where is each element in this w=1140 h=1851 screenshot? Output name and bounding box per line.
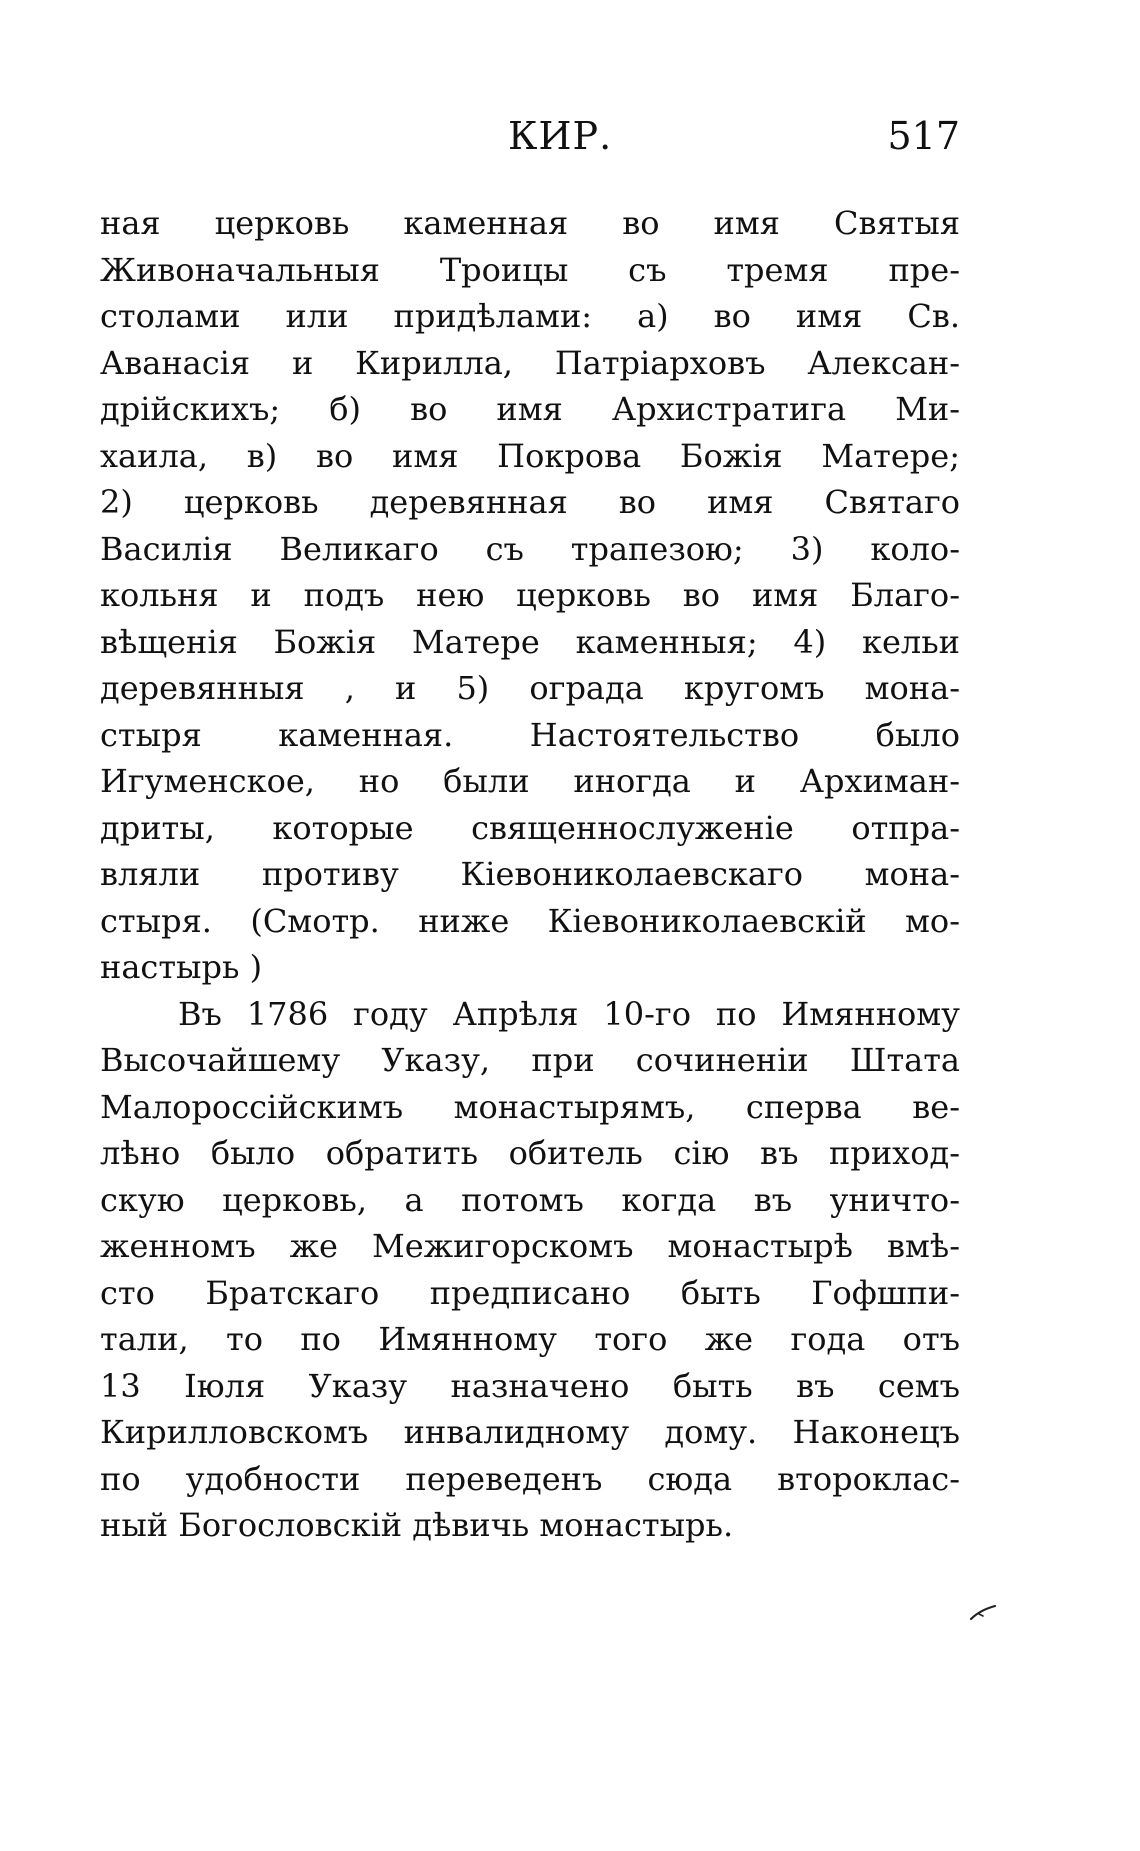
text-line: Кирилловскомъ инвалидному дому. Наконецъ [100, 1413, 960, 1451]
paragraph-first-line: Въ 1786 году Апрѣля 10-го по Имянному [178, 994, 960, 1033]
text-line: Малороссійскимъ монастырямъ, сперва ве- [100, 1087, 960, 1126]
text-line: лѣно было обратить обитель сію въ приход- [100, 1134, 960, 1172]
text-line: дриты, которые священнослуженіе отпра- [100, 808, 960, 847]
running-head [100, 108, 960, 164]
text-line: Аванасія и Кирилла, Патріарховъ Алексан- [100, 343, 960, 382]
text-line: хаила, в) во имя Покрова Божія Матере; [100, 436, 960, 475]
text-line: тали, то по Имянному того же года отъ [100, 1320, 960, 1358]
text-line: вляли противу Кіевониколаевскаго мона- [100, 855, 960, 893]
text-line: Василія Великаго съ трапезою; 3) коло- [100, 529, 960, 568]
text-line: стыря каменная. Настоятельство было [100, 715, 960, 754]
text-line: кольня и подъ нею церковь во имя Благо- [100, 576, 960, 614]
ink-mark-icon [968, 1602, 998, 1622]
text-line: Высочайшему Указу, при сочиненіи Штата [100, 1041, 960, 1079]
text-line: 13 Іюля Указу назначено быть въ семъ [100, 1366, 960, 1405]
text-line: столами или придѣлами: а) во имя Св. [100, 297, 960, 335]
text-line: настырь ) [100, 948, 263, 986]
page-number: 517 [887, 114, 960, 158]
text-line: Живоначальныя Троицы съ тремя пре- [100, 250, 960, 289]
running-title: КИР. [508, 114, 613, 158]
text-line: ная церковь каменная во имя Святыя [100, 204, 960, 242]
text-line: вѣщенія Божія Матере каменныя; 4) кельи [100, 622, 960, 661]
text-line: 2) церковь деревянная во имя Святаго [100, 483, 960, 521]
text-line: женномъ же Межигорскомъ монастырѣ вмѣ- [100, 1227, 960, 1265]
text-line: сто Братскаго предписано быть Гофшпи- [100, 1273, 960, 1312]
body-text [100, 200, 960, 1549]
text-line: по удобности переведенъ сюда второклас- [100, 1459, 960, 1498]
text-line: деревянныя , и 5) ограда кругомъ мона- [100, 669, 960, 707]
text-line: скую церковь, а потомъ когда въ уничто- [100, 1180, 960, 1219]
text-line: Игуменское, но были иногда и Архиман- [100, 762, 960, 800]
text-line: стыря. (Смотр. ниже Кіевониколаевскій мо- [100, 901, 960, 940]
text-line: дрійскихъ; б) во имя Архистратига Ми- [100, 390, 960, 428]
text-line: ный Богословскій дѣвичь монастырь. [100, 1506, 734, 1544]
